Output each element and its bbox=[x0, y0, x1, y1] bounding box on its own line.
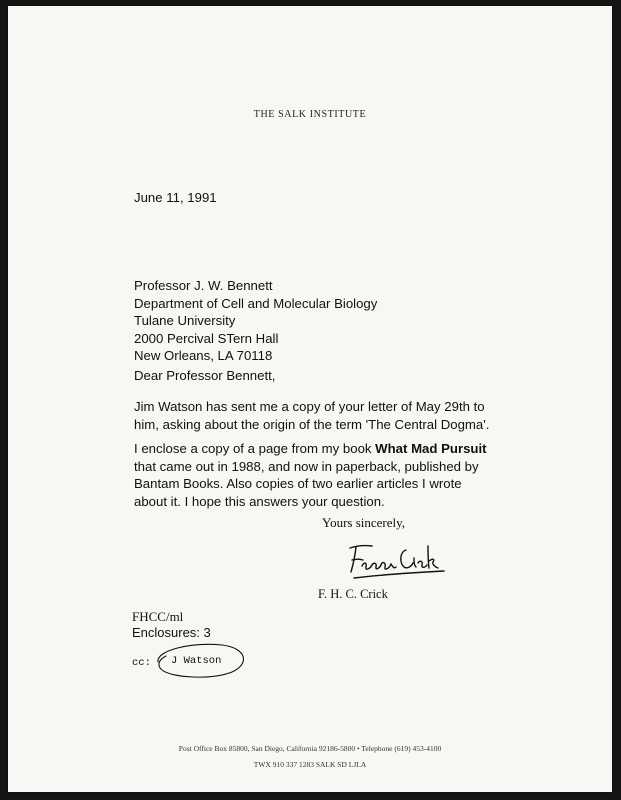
recipient-line: Professor J. W. Bennett bbox=[134, 278, 273, 293]
letter-page bbox=[8, 6, 612, 792]
salutation: Dear Professor Bennett, bbox=[134, 368, 276, 383]
recipient-address bbox=[134, 277, 377, 365]
paragraph-line: that came out in 1988, and now in paperback, published by bbox=[134, 458, 479, 474]
paragraph-1 bbox=[134, 398, 489, 433]
enclosures-count: Enclosures: 3 bbox=[132, 625, 211, 640]
book-title: What Mad Pursuit bbox=[375, 441, 487, 456]
letterhead: THE SALK INSTITUTE bbox=[253, 109, 367, 120]
paragraph-line bbox=[134, 440, 487, 458]
recipient-line: New Orleans, LA 70118 bbox=[134, 348, 273, 363]
footer-twx: TWX 910 337 1283 SALK SD LJLA bbox=[253, 760, 367, 769]
paragraph-line: about it. I hope this answers your question. bbox=[134, 493, 385, 509]
paragraph-line: Bantam Books. Also copies of two earlier articles I wrote bbox=[134, 476, 462, 491]
reference-block bbox=[132, 609, 211, 641]
cc-label: cc: bbox=[132, 657, 151, 669]
letter-date: June 11, 1991 bbox=[134, 190, 217, 205]
handwritten-circle bbox=[152, 640, 252, 680]
footer-address: Post Office Box 85800, San Diego, California 92186-5800 • Telephone (619) 453-4100 bbox=[178, 744, 442, 753]
recipient-line: Tulane University bbox=[134, 313, 236, 328]
reference-initials: FHCC/ml bbox=[132, 609, 184, 624]
paragraph-2 bbox=[134, 440, 487, 510]
paragraph-line: him, asking about the origin of the term 'The Central Dogma'. bbox=[134, 416, 490, 432]
handwritten-signature bbox=[344, 538, 454, 583]
paragraph-text: I enclose a copy of a page from my book bbox=[134, 441, 376, 456]
cc-recipient: J Watson bbox=[171, 655, 222, 667]
recipient-line: 2000 Percival STern Hall bbox=[134, 330, 279, 346]
signer-name: F. H. C. Crick bbox=[318, 587, 388, 601]
recipient-line: Department of Cell and Molecular Biology bbox=[134, 295, 378, 311]
closing: Yours sincerely, bbox=[322, 515, 406, 530]
paragraph-line: Jim Watson has sent me a copy of your letter of May 29th to bbox=[134, 399, 485, 414]
